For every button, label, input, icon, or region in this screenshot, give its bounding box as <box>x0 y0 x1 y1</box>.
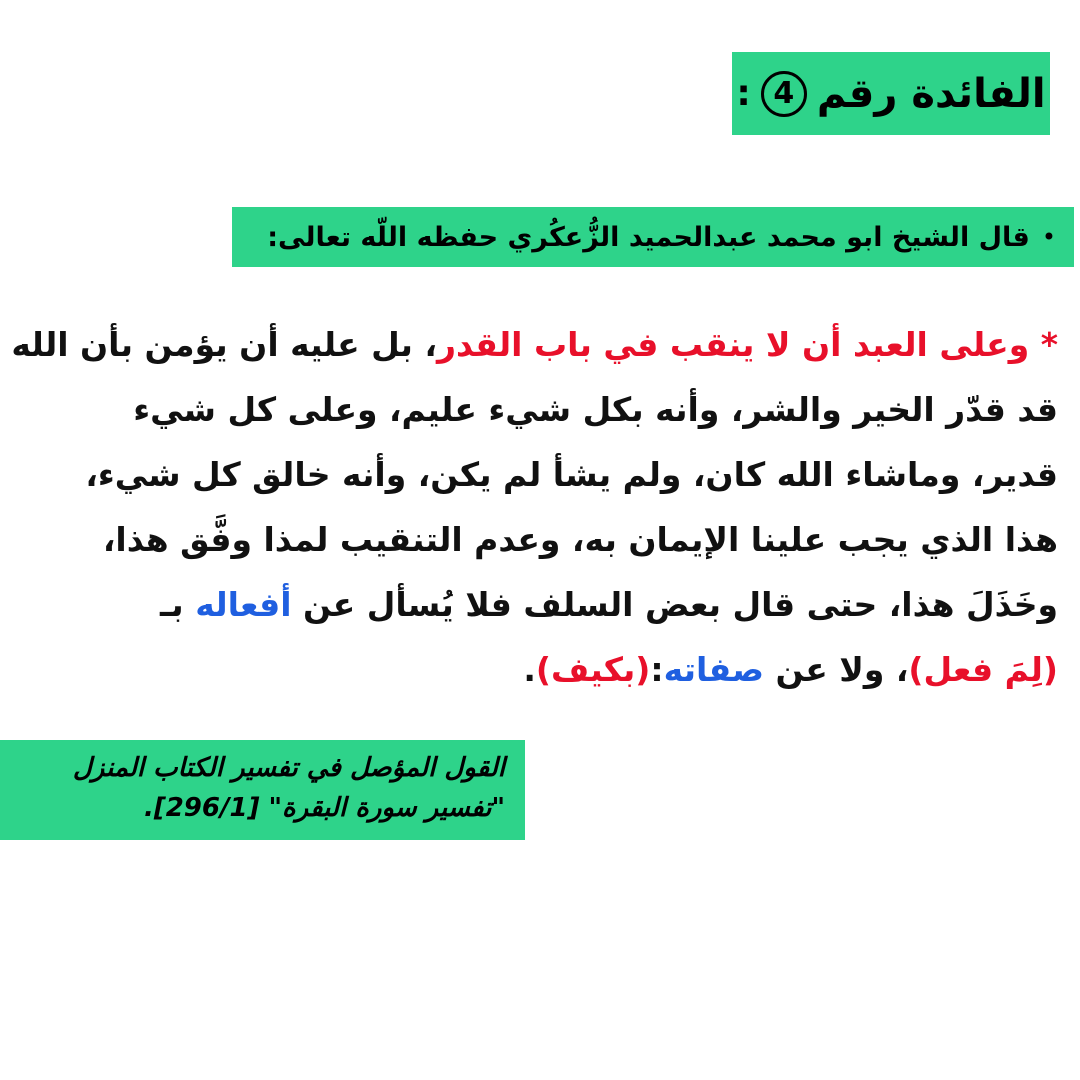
source-citation-banner <box>0 740 525 840</box>
quote-text: ، ولا عن <box>775 650 909 689</box>
quote-body <box>11 312 1058 702</box>
quote-line-4: هذا الذي يجب علينا الإيمان به، وعدم التنقيب لمذا وفَّق هذا، <box>102 520 1058 559</box>
quote-text: ، بل عليه أن يؤمن بأن الله <box>11 325 437 364</box>
quote-text: بـ <box>160 585 184 624</box>
quote-highlight-red: وعلى العبد أن لا ينقب في باب القدر <box>436 325 1030 364</box>
quote-text: : <box>650 650 664 689</box>
title-label: الفائدة رقم <box>816 70 1046 117</box>
quote-highlight-blue: صفاته <box>663 650 765 689</box>
quote-highlight-blue: أفعاله <box>195 585 292 624</box>
quote-line-5 <box>18 572 1058 637</box>
title-number-circle: 4 <box>761 71 807 117</box>
quote-text: وخَذَلَ هذا، حتى قال بعض السلف فلا يُسأل عن <box>303 585 1058 624</box>
quote-line-1 <box>11 312 1058 377</box>
attribution-banner <box>232 207 1074 267</box>
asterisk-marker: * <box>1040 325 1058 364</box>
source-reference: "تفسير سورة البقرة" [296/1]. <box>143 793 505 823</box>
quote-line-3: قدير، وماشاء الله كان، ولم يشأ لم يكن، وأنه خالق كل شيء، <box>85 455 1058 494</box>
source-book-title: القول المؤصل في تفسير الكتاب المنزل <box>72 753 505 783</box>
title-banner <box>732 52 1050 135</box>
quote-highlight-red: (بكيف) <box>535 650 651 689</box>
quote-highlight-red: (لِمَ فعل) <box>908 650 1058 689</box>
attribution-text: قال الشيخ ابو محمد عبدالحميد الزُّعكُري حفظه اللّه تعالى: <box>267 221 1030 253</box>
title-colon: : <box>736 73 751 114</box>
bullet-icon: • <box>1041 223 1056 251</box>
quote-text: . <box>523 650 536 689</box>
quote-line-6 <box>18 637 1058 702</box>
quote-line-2: قد قدّر الخير والشر، وأنه بكل شيء عليم، وعلى كل شيء <box>133 390 1058 429</box>
